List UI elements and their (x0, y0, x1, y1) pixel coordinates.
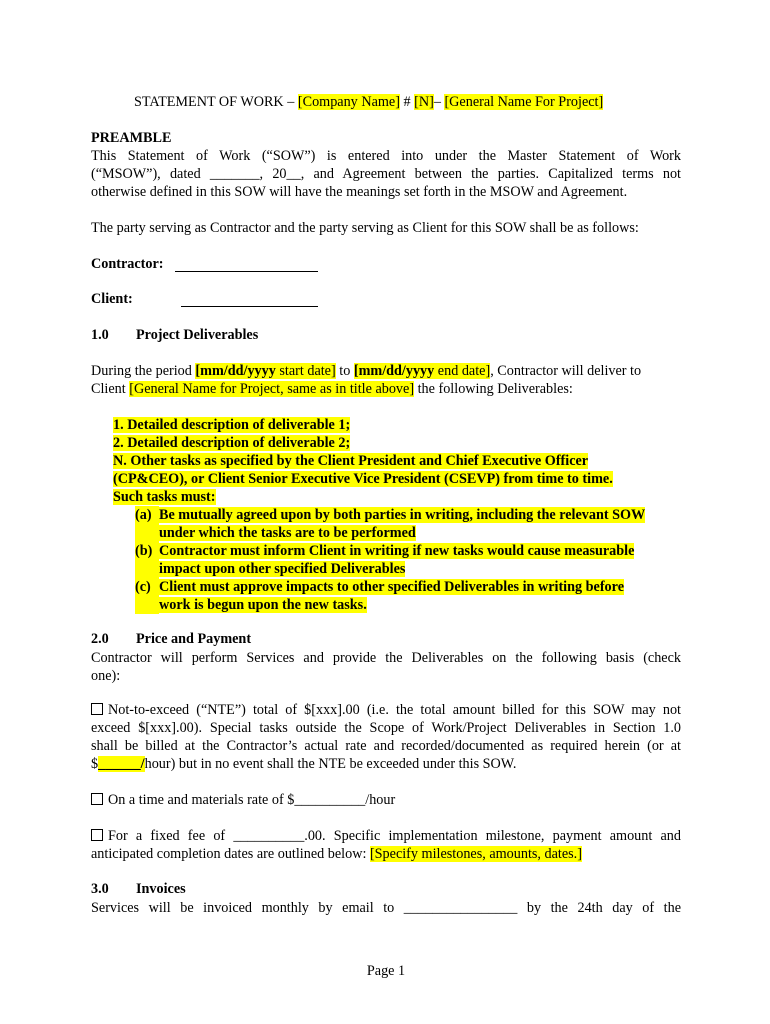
condition-a-line-2: under which the tasks are to be performed (159, 525, 416, 541)
deliver-text: , Contractor will deliver to (490, 363, 642, 379)
section-2-intro-line-1: Contractor will perform Services and provide the Deliverables on the following basis (check (91, 650, 681, 666)
section-1-line-2 (91, 380, 681, 398)
contractor-label: Contractor: (91, 256, 164, 272)
preamble-line-3: otherwise defined in this SOW will have the meanings set forth in the MSOW and Agreement. (91, 184, 628, 200)
project-name-reference: [General Name for Project, same as in title above] (129, 381, 415, 397)
end-date-format: [mm/dd/yyyy (353, 363, 435, 379)
deliverables-list (113, 416, 683, 614)
page-number: Page 1 (366, 963, 406, 979)
condition-b (135, 542, 683, 578)
nte-line-3: shall be billed at the Contractor’s actual rate and recorded/documented as required herein (or at (91, 738, 681, 754)
condition-a (135, 506, 683, 542)
parties-intro: The party serving as Contractor and the party serving as Client for this SOW shall be as follows: (91, 220, 639, 236)
condition-b-label: (b) (135, 542, 159, 578)
fixed-fee-checkbox[interactable] (91, 829, 103, 841)
client-line (91, 290, 681, 308)
such-tasks-must: Such tasks must: (113, 489, 216, 505)
section-2-heading (91, 630, 681, 648)
preamble-line-1: This Statement of Work (“SOW”) is entered into under the Master Statement of Work (91, 148, 681, 164)
company-name-placeholder: [Company Name] (297, 94, 400, 110)
nte-text-4: hour) but in no event shall the NTE be exceeded under this SOW. (144, 756, 517, 772)
preamble-heading: PREAMBLE (91, 130, 172, 146)
preamble (91, 129, 681, 201)
fixed-fee-text-2: anticipated completion dates are outlined below: (91, 846, 370, 862)
start-date-format: [mm/dd/yyyy (195, 363, 276, 379)
title-dash: – (433, 94, 445, 110)
deliverable-item-n-cont: (CP&CEO), or Client Senior Executive Vice President (CSEVP) from time to time. (113, 471, 613, 487)
nte-line-4 (91, 755, 681, 773)
contractor-line (91, 255, 681, 273)
nte-text-1: Not-to-exceed (“NTE”) total of $[xxx].00 (i.e. the total amount billed for this SOW may not (108, 702, 681, 718)
section-2-number: 2.0 (91, 631, 109, 647)
condition-c-label: (c) (135, 578, 159, 614)
condition-c (135, 578, 683, 614)
section-2-intro-line-2: one): (91, 668, 121, 684)
condition-b-line-2: impact upon other specified Deliverables (159, 561, 406, 577)
section-1-paragraph (91, 362, 681, 398)
title-hash: # (399, 94, 415, 110)
section-1-number: 1.0 (91, 327, 109, 343)
nte-line-2: exceed $[xxx].00). Special tasks outside the Scope of Work/Project Deliverables in Section 1.0 (91, 720, 681, 736)
nte-dollar: $ (91, 756, 99, 772)
section-1-heading (91, 326, 681, 344)
period-text: During the period (91, 363, 196, 379)
fixed-fee-option (91, 827, 681, 863)
document-page (91, 0, 681, 1024)
nte-line-1 (91, 701, 681, 719)
section-1-title: Project Deliverables (136, 327, 259, 343)
end-date-placeholder (354, 363, 490, 379)
sow-number-placeholder: [N] (414, 94, 434, 110)
time-materials-option (91, 791, 681, 809)
fixed-fee-line-1 (91, 827, 681, 845)
fixed-fee-line-2 (91, 845, 681, 863)
section-3-title: Invoices (136, 881, 186, 897)
contractor-blank[interactable] (175, 258, 318, 272)
task-conditions-list (113, 506, 683, 614)
preamble-line-2: (“MSOW”), dated _______, 20__, and Agreement between the parties. Capitalized terms not (91, 166, 681, 182)
deliverable-item-2: 2. Detailed description of deliverable 2; (113, 435, 351, 451)
condition-c-line-1: Client must approve impacts to other specified Deliverables in writing before (159, 579, 624, 595)
nte-checkbox[interactable] (91, 703, 103, 715)
milestones-placeholder: [Specify milestones, amounts, dates.] (369, 846, 582, 862)
condition-b-line-1: Contractor must inform Client in writing if new tasks would cause measurable (159, 543, 635, 559)
document-title (134, 93, 603, 111)
end-date-label: end date] (434, 363, 491, 379)
client-text: Client (91, 381, 130, 397)
section-3-line-1: Services will be invoiced monthly by email to ________________ by the 24th day of the (91, 900, 681, 916)
deliverable-item-1: 1. Detailed description of deliverable 1; (113, 417, 351, 433)
client-blank[interactable] (181, 293, 318, 307)
client-label: Client: (91, 291, 133, 307)
nte-rate-blank[interactable]: ______/ (98, 756, 145, 772)
section-1-line-1 (91, 362, 681, 380)
section-2-intro (91, 649, 681, 685)
time-materials-checkbox[interactable] (91, 793, 103, 805)
to-text: to (335, 363, 354, 379)
section-3-number: 3.0 (91, 881, 109, 897)
fixed-fee-text-1: For a fixed fee of __________.00. Specific implementation milestone, payment amount and (108, 828, 681, 844)
condition-a-line-1: Be mutually agreed upon by both parties in writing, including the relevant SOW (159, 507, 646, 523)
section-3-heading (91, 880, 681, 898)
nte-option (91, 701, 681, 773)
deliverables-text: the following Deliverables: (414, 381, 573, 397)
condition-a-label: (a) (135, 506, 159, 542)
start-date-label: start date] (275, 363, 336, 379)
time-materials-text: On a time and materials rate of $__________/hour (108, 792, 396, 808)
project-name-placeholder: [General Name For Project] (444, 94, 604, 110)
start-date-placeholder (195, 363, 335, 379)
condition-c-line-2: work is begun upon the new tasks. (159, 597, 367, 613)
section-2-title: Price and Payment (136, 631, 252, 647)
title-prefix: STATEMENT OF WORK – (134, 94, 298, 110)
deliverable-item-n: N. Other tasks as specified by the Client President and Chief Executive Officer (113, 453, 589, 469)
